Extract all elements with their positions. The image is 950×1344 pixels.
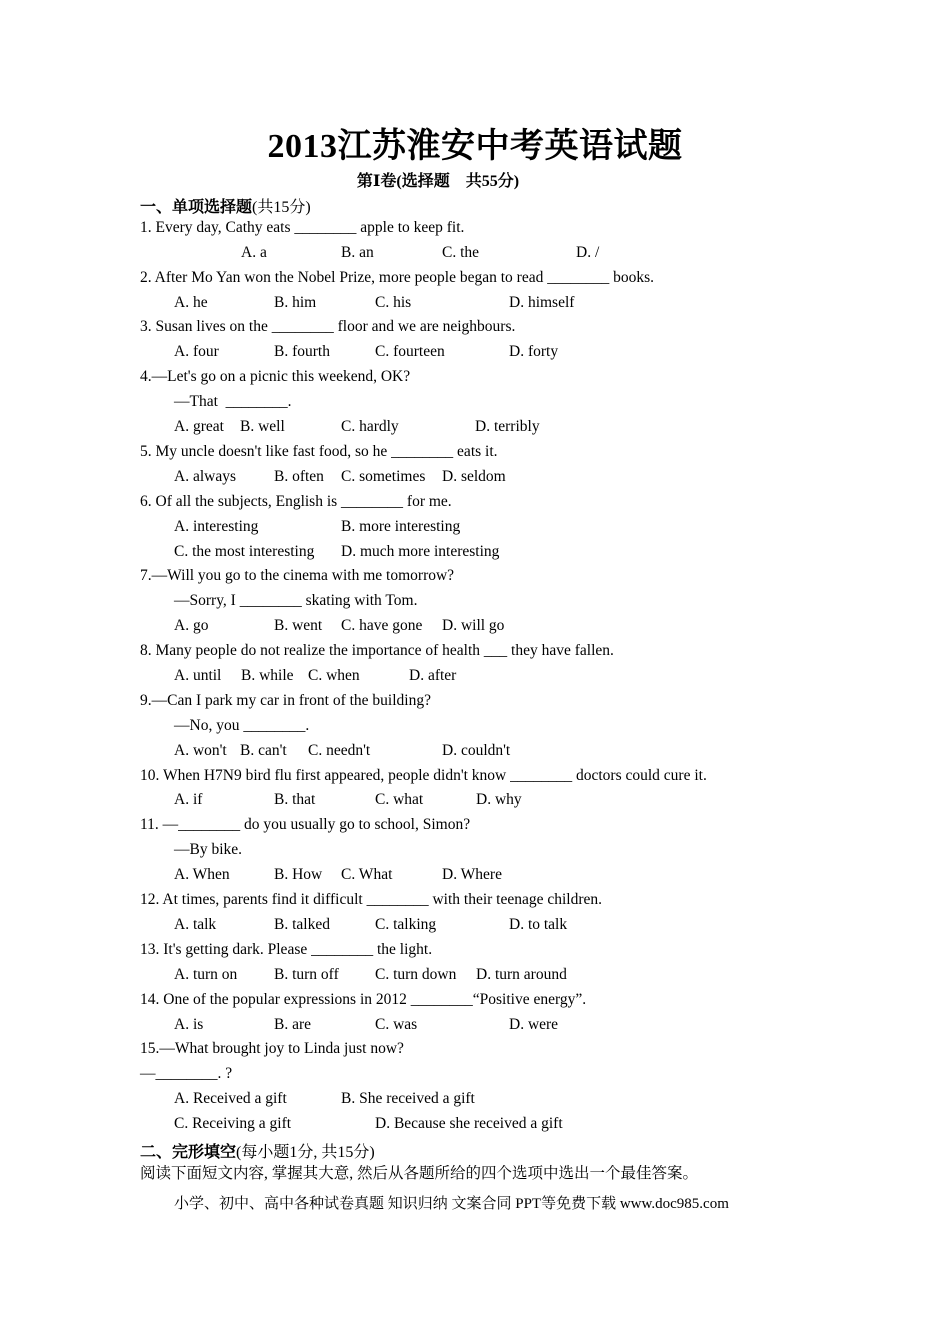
question-6-option-b: B. more interesting xyxy=(341,518,461,535)
question-15-option-c: C. Receiving a gift xyxy=(174,1115,292,1132)
question-6-option-a: A. interesting xyxy=(174,518,259,535)
question-8-stem-start: 8. Many people do not realize the importance of health xyxy=(140,642,484,659)
question-12-option-d: D. to talk xyxy=(509,916,568,933)
question-7-option-b: B. went xyxy=(274,617,323,634)
question-5-option-d: D. seldom xyxy=(442,468,506,485)
question-5-option-a: A. always xyxy=(174,468,236,485)
question-4-stem: 4.—Let's go on a picnic this weekend, OK? xyxy=(140,368,411,385)
question-8-option-d: D. after xyxy=(409,667,457,684)
question-2-option-b: B. him xyxy=(274,294,317,311)
question-10-option-d: D. why xyxy=(476,791,522,808)
question-12-option-b: B. talked xyxy=(274,916,330,933)
question-6-option-c: C. the most interesting xyxy=(174,543,315,560)
question-13-stem: 13. It's getting dark. Please ________ the light. xyxy=(140,941,433,958)
question-7-option-a: A. go xyxy=(174,617,209,634)
question-15-option-d: D. Because she received a gift xyxy=(375,1115,563,1132)
question-2-option-a: A. he xyxy=(174,294,208,311)
question-1-stem: 1. Every day, Cathy eats ________ apple to keep fit. xyxy=(140,219,465,236)
question-9-option-b: B. can't xyxy=(240,742,287,759)
question-13-option-c: C. turn down xyxy=(375,966,457,983)
question-3-option-c: C. fourteen xyxy=(375,343,445,360)
question-11-stem: 11. —________ do you usually go to school, Simon? xyxy=(140,816,471,833)
question-9-option-a: A. won't xyxy=(174,742,227,759)
question-10-option-c: C. what xyxy=(375,791,424,808)
question-3-stem: 3. Susan lives on the ________ floor and we are neighbours. xyxy=(140,318,516,335)
question-6-stem: 6. Of all the subjects, English is ________ for me. xyxy=(140,493,452,510)
question-8-blank: ___ xyxy=(483,642,508,659)
section-heading-2 xyxy=(140,1139,375,1162)
question-15-reply: —________. ? xyxy=(140,1065,233,1082)
question-7-option-c: C. have gone xyxy=(341,617,423,634)
question-3-option-b: B. fourth xyxy=(274,343,330,360)
question-11-option-d: D. Where xyxy=(442,866,502,883)
question-8-option-b: B. while xyxy=(241,667,294,684)
question-2-stem: 2. After Mo Yan won the Nobel Prize, more people began to read ________ books. xyxy=(140,269,654,286)
question-14-option-a: A. is xyxy=(174,1016,204,1033)
question-8-option-c: C. when xyxy=(308,667,360,684)
question-12-stem: 12. At times, parents find it difficult ________ with their teenage children. xyxy=(140,891,603,908)
question-1-option-c: C. the xyxy=(442,244,480,261)
question-2-option-c: C. his xyxy=(375,294,412,311)
question-7-stem: 7.—Will you go to the cinema with me tomorrow? xyxy=(140,567,455,584)
question-10-option-b: B. that xyxy=(274,791,316,808)
question-14-stem: 14. One of the popular expressions in 2012 ________“Positive energy”. xyxy=(140,991,587,1008)
question-8-option-a: A. until xyxy=(174,667,222,684)
question-13-option-a: A. turn on xyxy=(174,966,238,983)
page-title: 2013江苏淮安中考英语试题 xyxy=(267,128,683,165)
section-heading-1 xyxy=(140,194,311,217)
question-13-option-b: B. turn off xyxy=(274,966,339,983)
question-9-option-c: C. needn't xyxy=(308,742,371,759)
question-1-option-a: A. a xyxy=(241,244,267,261)
question-1-option-d: D. / xyxy=(576,244,600,261)
question-4-option-a: A. great xyxy=(174,418,224,435)
question-10-option-a: A. if xyxy=(174,791,203,808)
question-1-option-b: B. an xyxy=(341,244,374,261)
question-11-option-b: B. How xyxy=(274,866,323,883)
question-11-option-c: C. What xyxy=(341,866,393,883)
question-3-option-a: A. four xyxy=(174,343,219,360)
question-13-option-d: D. turn around xyxy=(476,966,567,983)
question-3-option-d: D. forty xyxy=(509,343,559,360)
question-9-reply: —No, you ________. xyxy=(174,717,310,734)
question-9-stem: 9.—Can I park my car in front of the building? xyxy=(140,692,431,709)
question-11-option-a: A. When xyxy=(174,866,230,883)
section-heading-2-note: (每小题1分, 共15分) xyxy=(236,1144,375,1161)
question-12-option-c: C. talking xyxy=(375,916,437,933)
question-14-option-d: D. were xyxy=(509,1016,559,1033)
question-4-option-b: B. well xyxy=(240,418,285,435)
question-14-option-c: C. was xyxy=(375,1016,418,1033)
cloze-instructions: 阅读下面短文内容, 掌握其大意, 然后从各题所给的四个选项中选出一个最佳答案。 xyxy=(140,1165,699,1182)
question-5-option-b: B. often xyxy=(274,468,324,485)
question-14-option-b: B. are xyxy=(274,1016,312,1033)
section-heading-1-bold: 一、单项选择题 xyxy=(140,199,253,216)
page-footer: 小学、初中、高中各种试卷真题 知识归纳 文案合同 PPT等免费下载 www.doc985.com xyxy=(174,1196,729,1212)
page-subtitle: 第Ⅰ卷(选择题 共55分) xyxy=(356,173,520,190)
question-11-reply: —By bike. xyxy=(174,841,243,858)
section-heading-2-bold: 二、完形填空 xyxy=(140,1144,237,1161)
question-2-option-d: D. himself xyxy=(509,294,575,311)
question-9-option-d: D. couldn't xyxy=(442,742,511,759)
question-7-reply: —Sorry, I ________ skating with Tom. xyxy=(174,592,418,609)
question-7-option-d: D. will go xyxy=(442,617,505,634)
question-15-stem: 15.—What brought joy to Linda just now? xyxy=(140,1040,404,1057)
question-8-stem-end: they have fallen. xyxy=(507,642,614,659)
question-4-option-d: D. terribly xyxy=(475,418,540,435)
question-4-reply: —That ________. xyxy=(174,393,292,410)
question-12-option-a: A. talk xyxy=(174,916,217,933)
question-5-stem: 5. My uncle doesn't like fast food, so he ________ eats it. xyxy=(140,443,498,460)
section-heading-1-note: (共15分) xyxy=(252,199,311,216)
question-6-option-d: D. much more interesting xyxy=(341,543,500,560)
question-4-option-c: C. hardly xyxy=(341,418,399,435)
question-10-stem: 10. When H7N9 bird flu first appeared, people didn't know ________ doctors could cure it. xyxy=(140,767,707,784)
question-5-option-c: C. sometimes xyxy=(341,468,426,485)
question-15-option-b: B. She received a gift xyxy=(341,1090,475,1107)
question-15-option-a: A. Received a gift xyxy=(174,1090,287,1107)
question-8-stem xyxy=(140,641,614,661)
